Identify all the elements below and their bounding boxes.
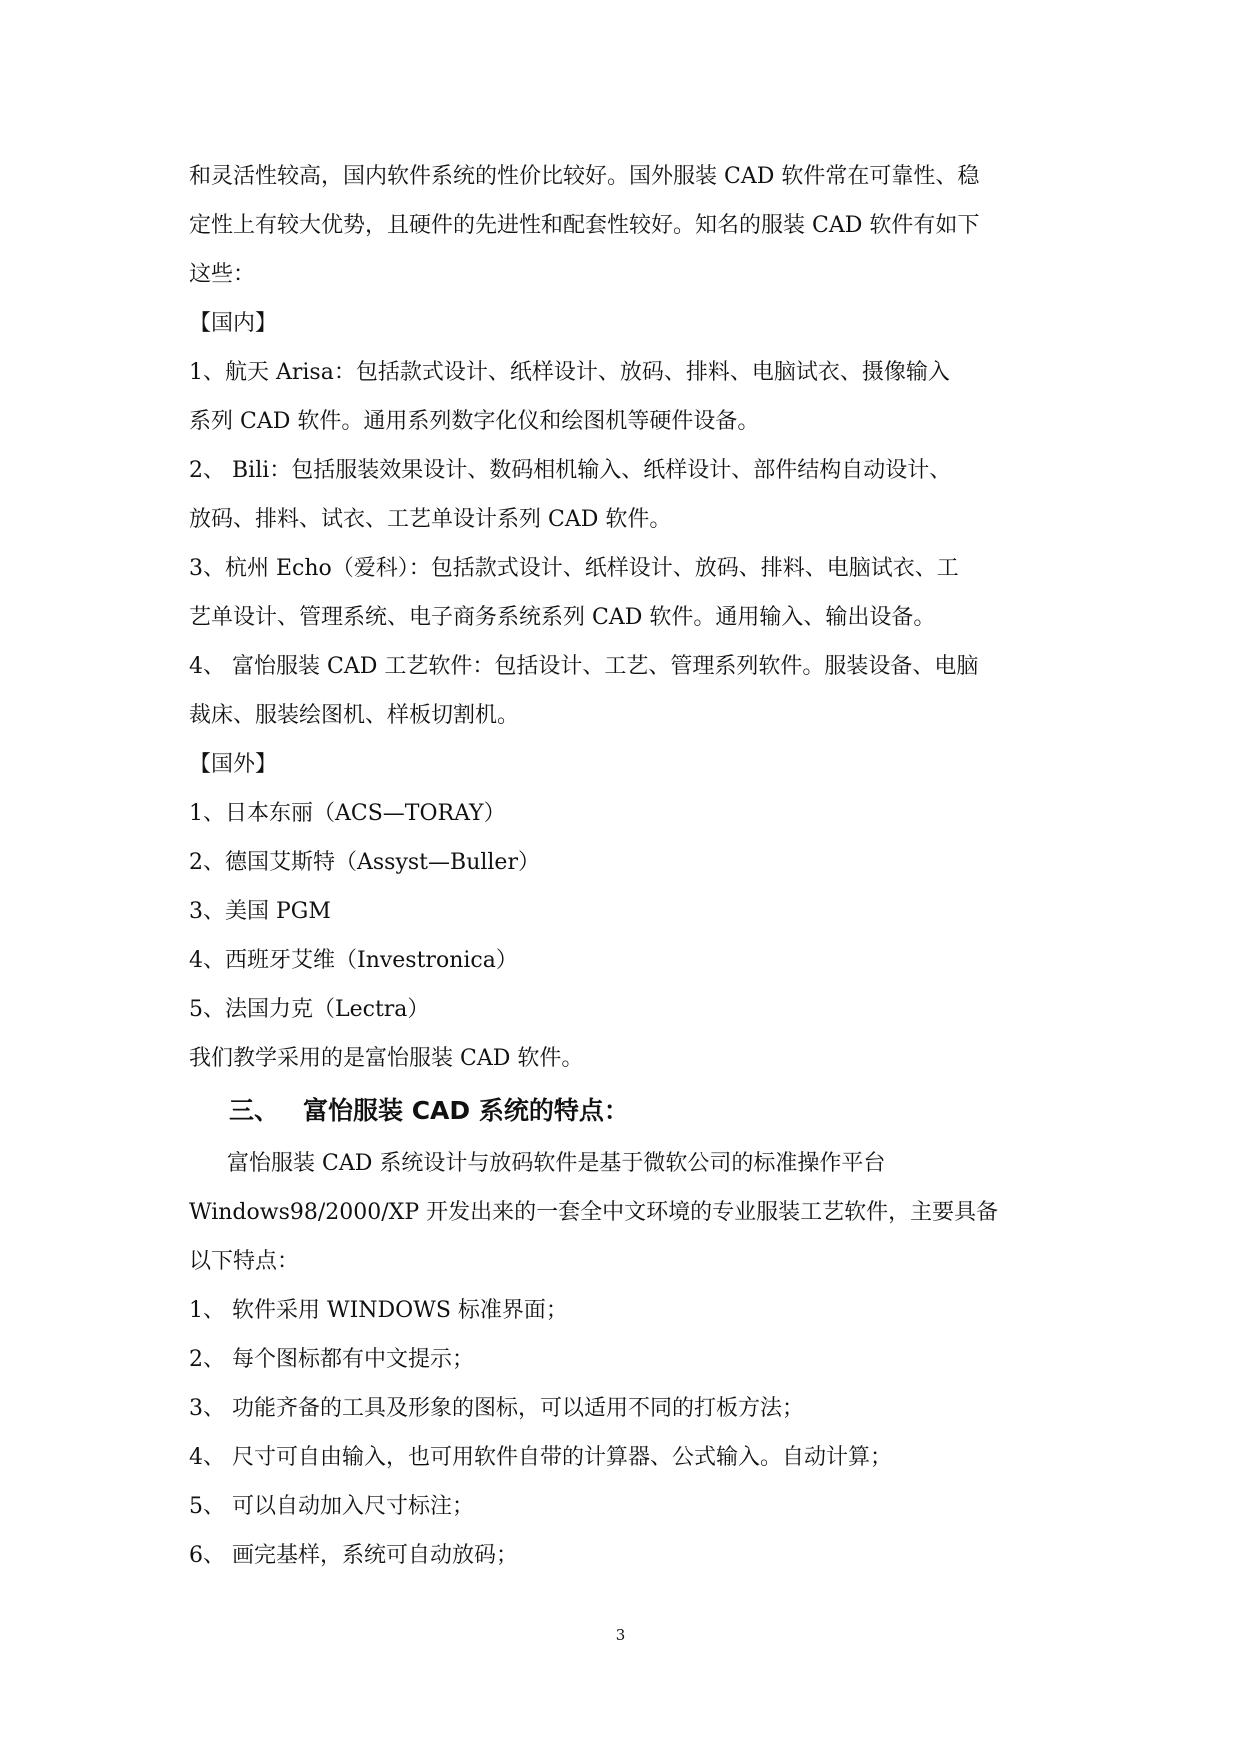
feature-item-4: 4、 尺寸可自由输入，也可用软件自带的计算器、公式输入。自动计算； <box>189 1445 892 1470</box>
domestic-item-1-line-1: 1、航天 Arisa：包括款式设计、纸样设计、放码、排料、电脑试衣、摄像输入 <box>189 360 950 385</box>
intro-line-3: 这些： <box>189 262 256 287</box>
section-3-para-line-3: 以下特点： <box>189 1249 300 1274</box>
domestic-item-1-line-2: 系列 CAD 软件。通用系列数字化仪和绘图机等硬件设备。 <box>189 409 760 434</box>
domestic-label: 【国内】 <box>189 311 278 336</box>
domestic-item-4-line-1: 4、 富怡服装 CAD 工艺软件：包括设计、工艺、管理系列软件。服装设备、电脑 <box>189 654 979 679</box>
section-3-para-line-1: 富怡服装 CAD 系统设计与放码软件是基于微软公司的标准操作平台 <box>227 1151 886 1176</box>
teaching-note: 我们教学采用的是富怡服装 CAD 软件。 <box>189 1046 584 1071</box>
intro-line-1: 和灵活性较高，国内软件系统的性价比较好。国外服装 CAD 软件常在可靠性、稳 <box>189 164 980 189</box>
feature-item-5: 5、 可以自动加入尺寸标注； <box>189 1494 474 1519</box>
intro-line-2: 定性上有较大优势，且硬件的先进性和配套性较好。知名的服装 CAD 软件有如下 <box>189 213 980 238</box>
feature-item-1: 1、 软件采用 WINDOWS 标准界面； <box>189 1298 568 1323</box>
domestic-item-3-line-1: 3、杭州 Echo（爱科）：包括款式设计、纸样设计、放码、排料、电脑试衣、工 <box>189 556 959 581</box>
domestic-item-4-line-2: 裁床、服装绘图机、样板切割机。 <box>189 703 520 728</box>
page-body <box>189 152 1059 1580</box>
foreign-item-2: 2、德国艾斯特（Assyst—Buller） <box>189 850 540 875</box>
section-3-para-line-2: Windows98/2000/XP 开发出来的一套全中文环境的专业服装工艺软件，主要具备 <box>189 1200 999 1225</box>
section-3-heading <box>189 1083 1059 1139</box>
foreign-item-5: 5、法国力克（Lectra） <box>189 997 430 1022</box>
domestic-item-3-line-2: 艺单设计、管理系统、电子商务系统系列 CAD 软件。通用输入、输出设备。 <box>189 605 936 630</box>
feature-item-6: 6、 画完基样，系统可自动放码； <box>189 1543 518 1568</box>
foreign-item-3: 3、美国 PGM <box>189 899 331 924</box>
section-3-title: 富怡服装 CAD 系统的特点： <box>303 1096 629 1125</box>
feature-item-2: 2、 每个图标都有中文提示； <box>189 1347 474 1372</box>
section-3-number: 三、 <box>229 1096 280 1125</box>
foreign-item-4: 4、西班牙艾维（Investronica） <box>189 948 518 973</box>
foreign-label: 【国外】 <box>189 752 278 777</box>
feature-item-3: 3、 功能齐备的工具及形象的图标，可以适用不同的打板方法； <box>189 1396 804 1421</box>
foreign-item-1: 1、日本东丽（ACS—TORAY） <box>189 801 506 826</box>
domestic-item-2-line-1: 2、 Bili：包括服装效果设计、数码相机输入、纸样设计、部件结构自动设计、 <box>189 458 952 483</box>
page-number: 3 <box>615 1626 626 1644</box>
domestic-item-2-line-2: 放码、排料、试衣、工艺单设计系列 CAD 软件。 <box>189 507 672 532</box>
